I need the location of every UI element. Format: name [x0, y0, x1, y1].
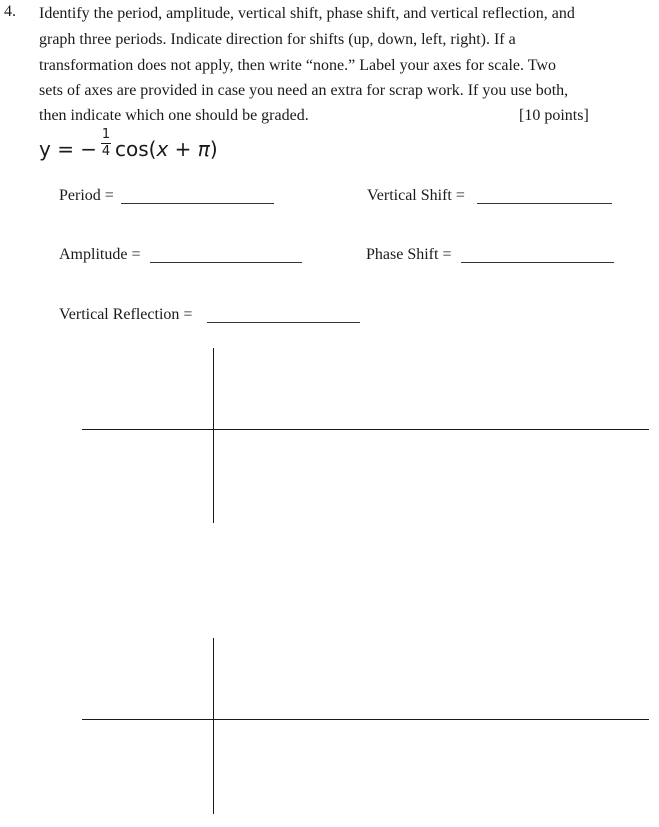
period-answer-blank[interactable]: [121, 203, 274, 204]
vertical-reflection-label: Vertical Reflection =: [59, 306, 193, 323]
graph-2-x-axis: [82, 719, 649, 720]
equation-fraction: [101, 128, 111, 159]
points-value: [10 points]: [519, 107, 589, 124]
instruction-line-3: transformation does not apply, then write “none.” Label your axes for scale. Two: [39, 57, 556, 74]
fraction-numerator: 1: [101, 127, 111, 142]
period-label: Period =: [59, 187, 114, 204]
equation-func: cos(: [115, 137, 157, 161]
equation-const: π: [197, 137, 210, 161]
amplitude-label: Amplitude =: [59, 246, 141, 263]
graph-1-y-axis: [213, 348, 214, 523]
graph-2-y-axis: [213, 638, 214, 814]
instruction-line-2: graph three periods. Indicate direction for shifts (up, down, left, right). If a: [39, 31, 516, 48]
equation-plus: +: [168, 137, 198, 161]
graph-1-x-axis: [82, 429, 649, 430]
question-number: 4.: [4, 3, 16, 20]
vertical-reflection-answer-blank[interactable]: [207, 322, 360, 323]
equation-lhs: y = −: [39, 137, 98, 161]
vertical-shift-answer-blank[interactable]: [477, 203, 612, 204]
fraction-denominator: 4: [101, 144, 111, 159]
equation-rhs: [115, 137, 218, 161]
phase-shift-label: Phase Shift =: [366, 246, 452, 263]
vertical-shift-label: Vertical Shift =: [367, 187, 465, 204]
instruction-line-5: then indicate which one should be graded.: [39, 107, 309, 124]
phase-shift-answer-blank[interactable]: [461, 262, 614, 263]
equation-close: ): [209, 137, 218, 161]
amplitude-answer-blank[interactable]: [150, 262, 302, 263]
instruction-line-1: Identify the period, amplitude, vertical shift, phase shift, and vertical reflection, and: [39, 5, 575, 22]
equation-var: x: [156, 137, 169, 161]
instruction-line-4: sets of axes are provided in case you need an extra for scrap work. If you use both,: [39, 82, 569, 99]
